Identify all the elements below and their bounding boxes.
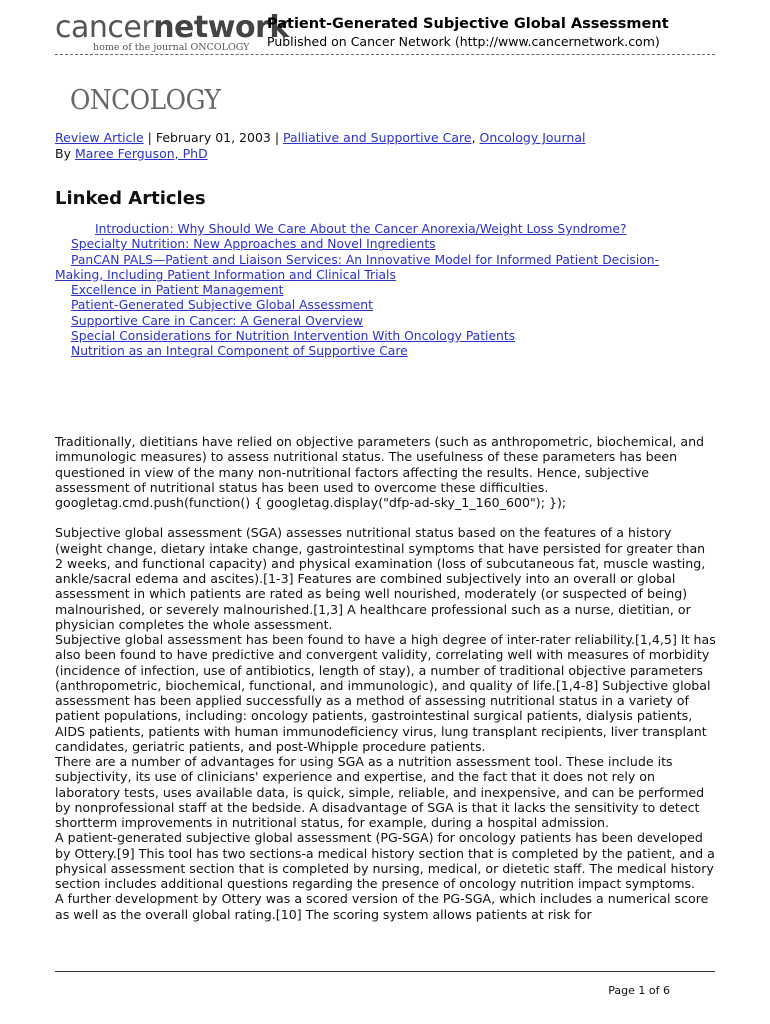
linked-article-link[interactable]: Patient-Generated Subjective Global Assessment [71,298,373,313]
linked-article-link[interactable]: Introduction: Why Should We Care About the Cancer Anorexia/Weight Loss Syndrome? [95,222,627,236]
linked-article-link[interactable]: Supportive Care in Cancer: A General Overview [71,313,363,328]
page-header [0,0,770,60]
article-date: | February 01, 2003 | [143,130,284,145]
byline-prefix: By [55,145,75,161]
page-number: Page 1 of 6 [608,984,670,997]
logo-word-cancer: cancer [55,10,154,45]
body-paragraph: Subjective global assessment has been found to have a high degree of inter-rater reliability.[1,4,5] It has also been found to have predictive and convergent validity, correlating well with measures of morbidity (incidence of infection, use of antibiotics, length of stay), a number of traditional objective parameters (anthropometric, biochemical, functional, and immunologic), and quality of life.[1,4-8] Subjective global assessment has been applied successfully as a method of assessing nutritional status in a variety of patient populations, including: oncology patients, gastrointestinal surgical patients, dialysis patients, AIDS patients, patients with human immunodeficiency virus, lung transplant recipients, liver transplant candidates, geriatric patients, and post-Whipple procedure patients. [55,632,716,754]
linked-articles-list [55,222,675,360]
article-meta [55,130,715,161]
body-paragraph: A further development by Ottery was a scored version of the PG-SGA, which includes a numerical score as well as the overall global rating.[10] The scoring system allows patients at risk for [55,891,709,922]
article-body [55,434,717,922]
author-link[interactable]: Maree Ferguson, PhD [74,145,208,161]
article-meta-line [55,130,715,146]
body-paragraph: Traditionally, dietitians have relied on objective parameters (such as anthropometric, biochemical, and immunologic measures) to assess nutritional status. The usefulness of these parameters has been questioned in view of the many non-nutritional factors affecting the results. Hence, subjective assessment of nutritional status has been used to overcome these difficulties. [55,434,705,495]
linked-article-link[interactable]: PanCAN PALS—Patient and Liaison Services: An Innovative Model for Informed Patient Decision-Making, Including Patient Information and Clinical Trials [55,252,660,282]
oncology-journal-logo: ONCOLOGY [70,85,221,116]
logo-tagline: home of the journal ONCOLOGY [93,42,250,53]
document-title: Patient-Generated Subjective Global Assessment [267,16,669,32]
linked-article-link[interactable]: Specialty Nutrition: New Approaches and Novel Ingredients [71,237,436,252]
footer-divider [55,971,715,972]
linked-article-link[interactable]: Special Considerations for Nutrition Intervention With Oncology Patients [71,329,516,344]
logo-word-network: network [153,10,289,45]
category-separator: , [471,130,480,145]
header-divider [55,54,715,55]
category-link-palliative[interactable]: Palliative and Supportive Care [283,130,472,145]
body-paragraph: There are a number of advantages for using SGA as a nutrition assessment tool. These include its subjectivity, its use of clinicians' experience and expertise, and the fact that it does not rely on laboratory tests, uses available data, is quick, simple, reliable, and inexpensive, and can be performed by nonprofessional staff at the bedside. A disadvantage of SGA is that it lacks the sensitivity to detect shortterm improvements in nutritional status, for example, during a hospital admission. [55,754,705,830]
body-paragraph: Subjective global assessment (SGA) assesses nutritional status based on the features of a history (weight change, dietary intake change, gastrointestinal symptoms that have persisted for greater than 2 weeks, and functional capacity) and physical examination (loss of subcutaneous fat, muscle wasting, ankle/sacral edema and ascites).[1-3] Features are combined subjectively into an overall or global assessment in which patients are rated as being well nourished, moderately (or suspected of being) malnourished, or severely malnourished.[1,3] A healthcare professional such as a nurse, dietitian, or physician completes the whole assessment. [55,525,706,632]
body-paragraph: A patient-generated subjective global assessment (PG-SGA) for oncology patients has been developed by Ottery.[9] This tool has two sections-a medical history section that is completed by the patient, and a physical assessment section that is completed by nursing, medical, or dietetic staff. The medical history section includes additional questions regarding the presence of oncology nutrition impact symptoms. [55,830,715,891]
linked-article-link[interactable]: Nutrition as an Integral Component of Supportive Care [71,344,408,359]
category-link-oncology-journal[interactable]: Oncology Journal [479,130,586,145]
logo-wordmark [55,12,289,44]
ad-script-text: googletag.cmd.push(function() { googletag.display("dfp-ad-sky_1_160_600"); }); [55,495,567,510]
cancernetwork-logo[interactable] [55,10,289,54]
linked-articles-heading: Linked Articles [55,188,206,209]
linked-article-link[interactable]: Excellence in Patient Management [71,283,284,298]
article-type-link[interactable]: Review Article [55,130,144,145]
byline [55,146,715,162]
published-on: Published on Cancer Network (http://www.cancernetwork.com) [267,34,660,49]
